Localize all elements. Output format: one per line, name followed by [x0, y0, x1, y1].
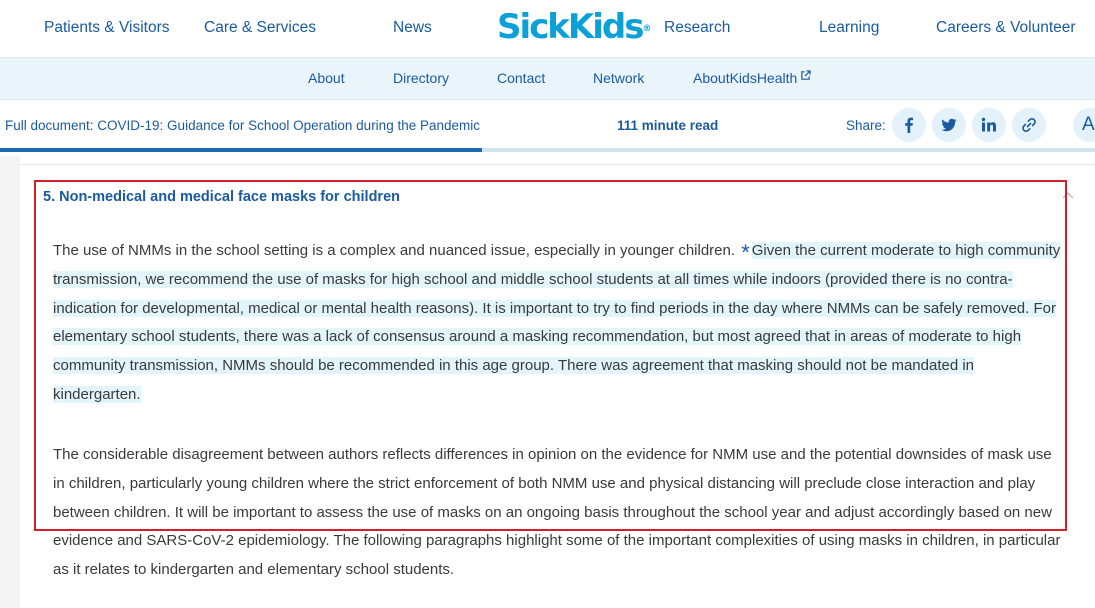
subnav-aboutkidshealth-label: AboutKidsHealth [693, 70, 798, 86]
nav-research[interactable]: Research [664, 19, 731, 36]
share-label: Share: [846, 118, 886, 133]
nav-patients-visitors[interactable]: Patients & Visitors [44, 19, 170, 36]
document-bar [0, 100, 1095, 152]
chevron-up-icon[interactable] [1061, 190, 1075, 200]
subnav-network[interactable]: Network [593, 70, 645, 86]
section-title[interactable]: 5. Non-medical and medical face masks for children [43, 189, 400, 205]
sickkids-logo[interactable] [497, 7, 651, 47]
nav-care-services[interactable]: Care & Services [204, 19, 316, 36]
document-title[interactable]: Full document: COVID-19: Guidance for School Operation during the Pandemic [5, 118, 480, 133]
font-size-button[interactable]: A [1073, 108, 1095, 142]
share-link-button[interactable] [1012, 108, 1046, 142]
share-linkedin-button[interactable] [972, 108, 1006, 142]
secondary-nav [0, 57, 1095, 100]
logo-text: SickKids [497, 7, 643, 47]
divider [20, 164, 1095, 165]
linkedin-icon [980, 116, 998, 134]
subnav-directory[interactable]: Directory [393, 70, 450, 86]
section-paragraph-1 [53, 237, 1063, 410]
facebook-icon [900, 116, 918, 134]
section-paragraph-2: The considerable disagreement between authors reflects differences in opinion on the evidence for NMM use and the potential downsides of mask use in children, particularly young children where the strict enforcement of both NMM use and physical distancing will preclude close interaction and play between children. It will be important to assess the use of masks on an ongoing basis throughout the school year and adjust accordingly based on new evidence and SARS-CoV-2 epidemiology. The following paragraphs highlight some of the important complexities of using masks in children, in particular as it relates to kindergarten and elementary school students. [53, 446, 1061, 579]
nav-learning[interactable]: Learning [819, 19, 880, 36]
nav-news[interactable]: News [393, 19, 432, 36]
subnav-aboutkidshealth[interactable] [693, 70, 811, 86]
top-nav [0, 0, 1095, 57]
highlighted-recommendation: Given the current moderate to high community transmission, we recommend the use of masks for high school and middle school students at all times while indoors (provided there is no contra-indication for developmental, medical or mental health reasons). It is important to try to find periods in the day where NMMs can be safely removed. For elementary school students, there was a lack of consensus around a masking recommendation, but most agreed that in areas of moderate to high community transmission, NMMs should be recommended in this age group. There was agreement that masking should not be mandated in kindergarten. [53, 242, 1061, 403]
paragraph-intro: The use of NMMs in the school setting is a complex and nuanced issue, especially in younger children. [53, 242, 736, 259]
share-facebook-button[interactable] [892, 108, 926, 142]
asterisk-icon: * [741, 240, 750, 265]
link-icon [1020, 116, 1038, 134]
twitter-icon [940, 116, 958, 134]
logo-mark: ® [642, 24, 652, 34]
read-time: 111 minute read [617, 118, 719, 133]
reading-progress-bar [0, 148, 482, 152]
subnav-contact[interactable]: Contact [497, 70, 546, 86]
share-twitter-button[interactable] [932, 108, 966, 142]
external-link-icon [800, 70, 811, 81]
nav-careers-volunteer[interactable]: Careers & Volunteer [936, 19, 1076, 36]
subnav-about[interactable]: About [308, 70, 345, 86]
